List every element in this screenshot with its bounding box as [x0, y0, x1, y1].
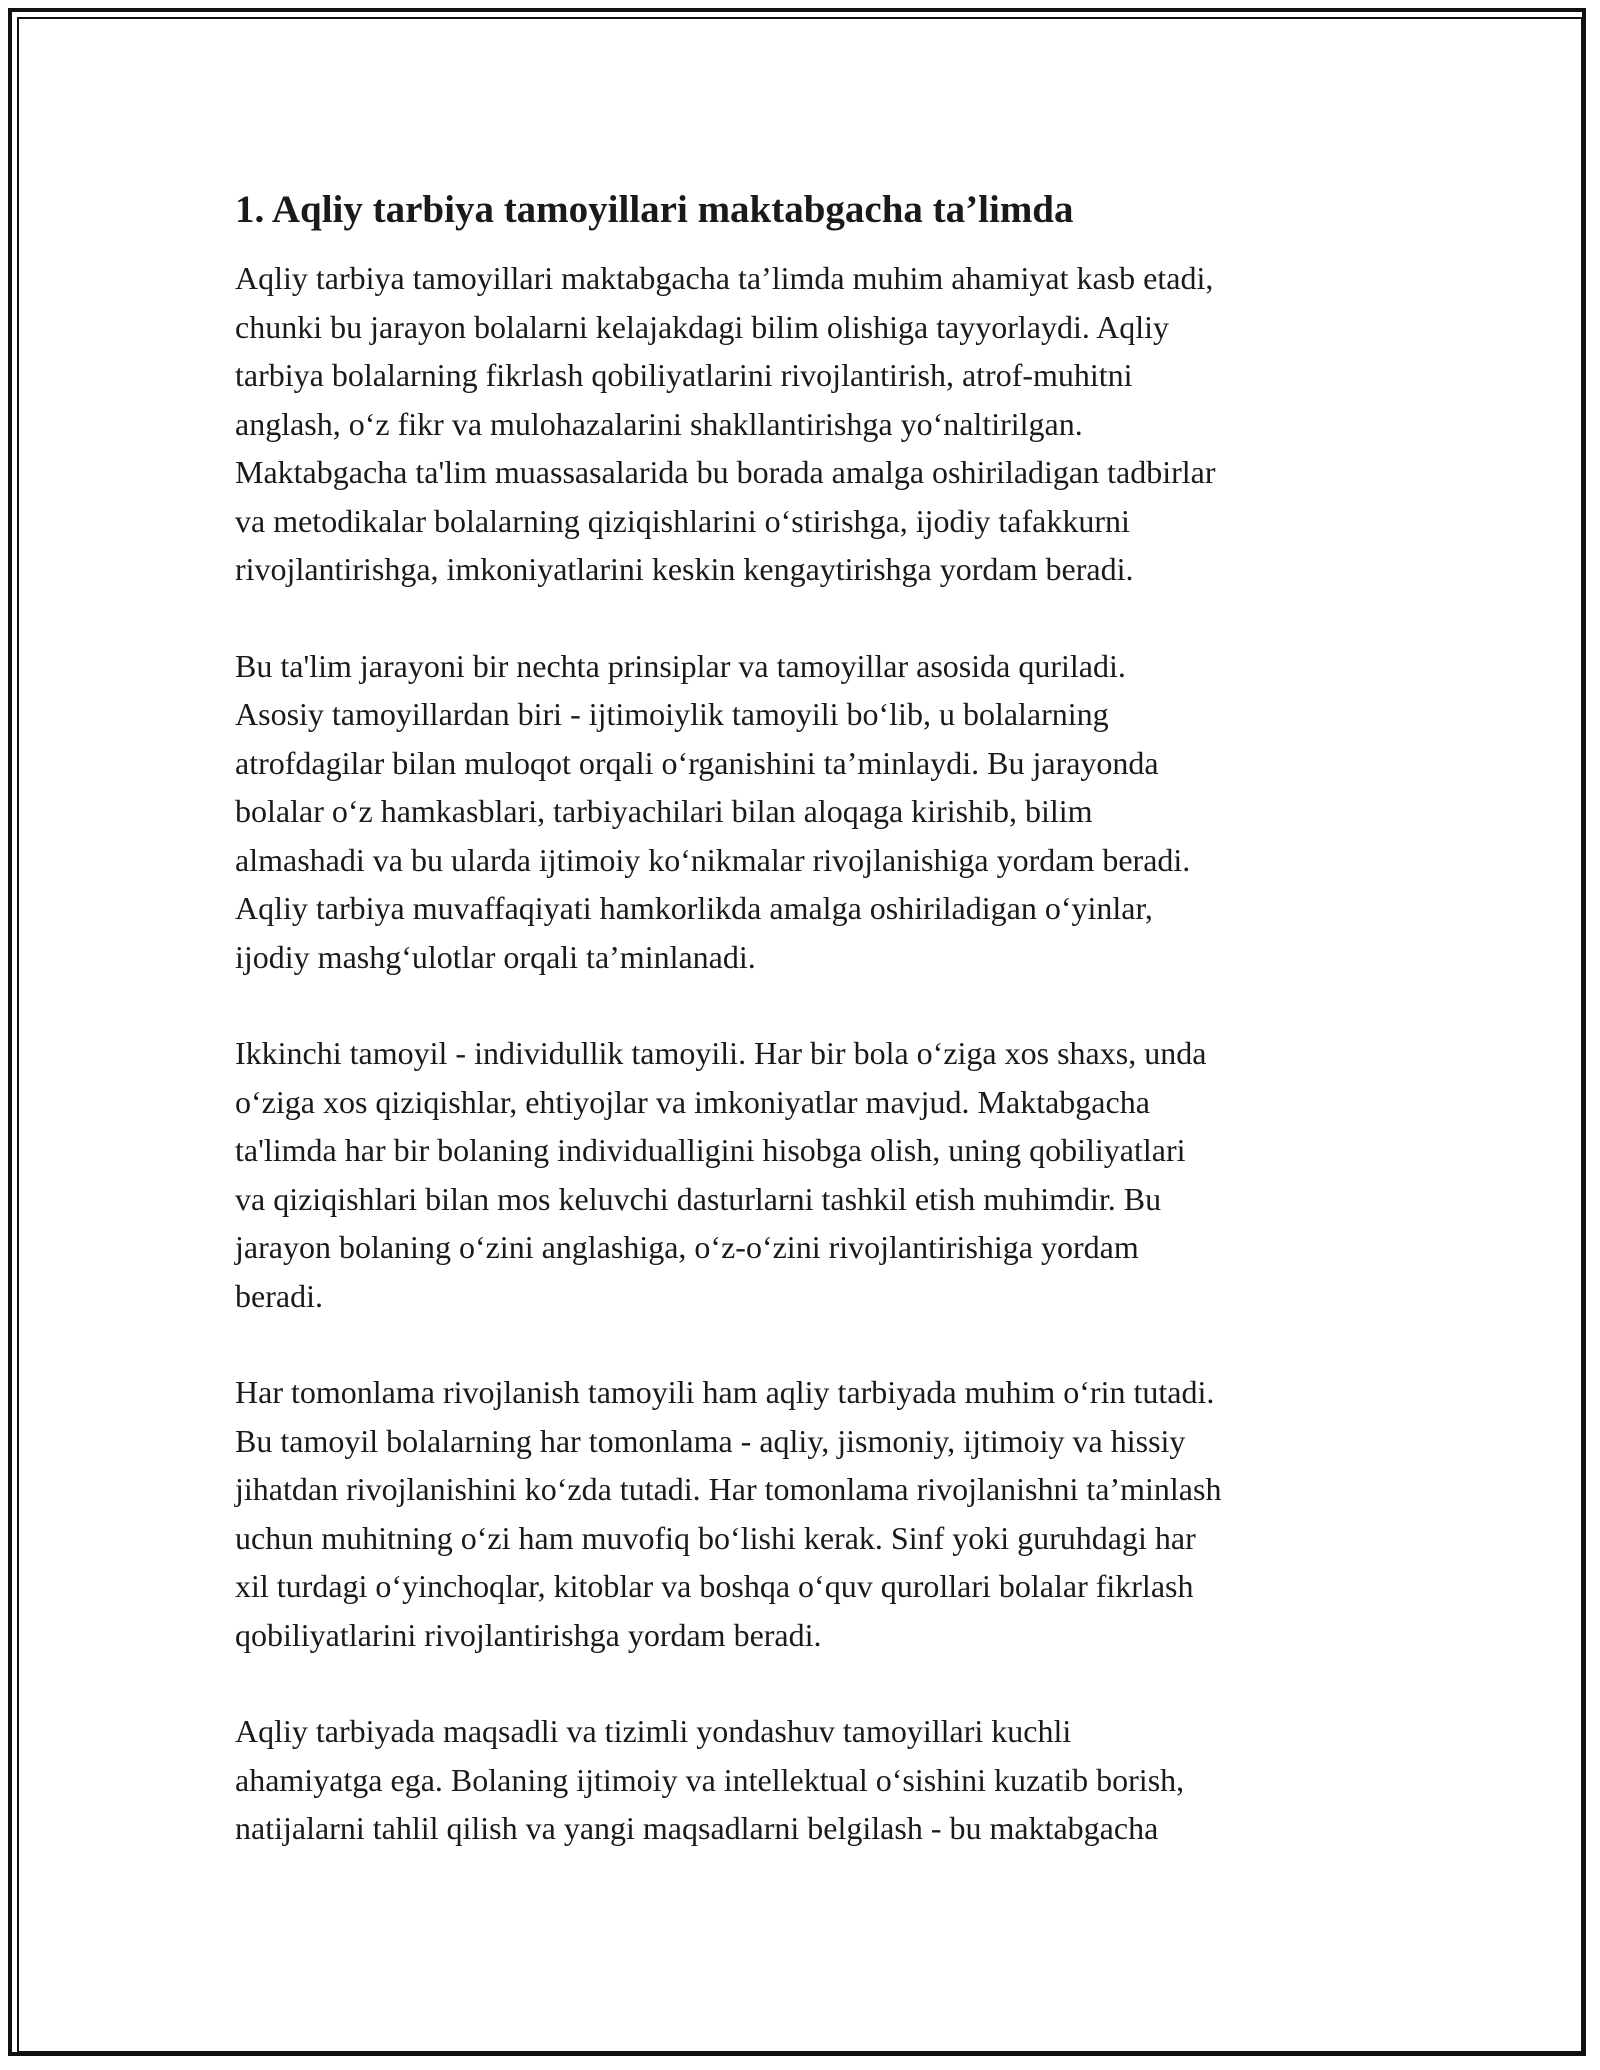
paragraph-line: natijalarni tahlil qilish va yangi maqsadlarni belgilash - bu maktabgacha — [235, 1810, 1159, 1846]
paragraph-line: Aqliy tarbiyada maqsadli va tizimli yondashuv tamoyillari kuchli — [235, 1713, 1072, 1749]
paragraph-3 — [235, 1029, 1375, 1320]
paragraph-line: beradi. — [235, 1277, 323, 1314]
document-body — [235, 185, 1375, 1901]
paragraph-line: Asosiy tamoyillardan biri - ijtimoiylik tamoyili bo‘lib, u bolalarning — [235, 696, 1109, 732]
paragraph-line: almashadi va bu ularda ijtimoiy ko‘nikmalar rivojlanishiga yordam beradi. — [235, 841, 1191, 878]
paragraph-line: atrofdagilar bilan muloqot orqali o‘rganishini ta’minlaydi. Bu jarayonda — [235, 744, 1159, 781]
paragraph-line: jihatdan rivojlanishini ko‘zda tutadi. Har tomonlama rivojlanishni ta’minlash — [235, 1471, 1222, 1507]
section-heading: 1. Aqliy tarbiya tamoyillari maktabgacha ta’limda — [235, 188, 1074, 231]
paragraph-line: uchun muhitning o‘zi ham muvofiq bo‘lishi kerak. Sinf yoki guruhdagi har — [235, 1519, 1196, 1556]
paragraph-line: va metodikalar bolalarning qiziqishlarini o‘stirishga, ijodiy tafakkurni — [235, 502, 1130, 539]
paragraph-line: tarbiya bolalarning fikrlash qobiliyatlarini rivojlantirish, atrof-muhitni — [235, 357, 1133, 393]
paragraph-line: o‘ziga xos qiziqishlar, ehtiyojlar va imkoniyatlar mavjud. Maktabgacha — [235, 1083, 1150, 1120]
paragraph-line: Har tomonlama rivojlanish tamoyili ham aqliy tarbiyada muhim o‘rin tutadi. — [235, 1374, 1215, 1410]
paragraph-line: ahamiyatga ega. Bolaning ijtimoiy va intellektual o‘sishini kuzatib borish, — [235, 1761, 1185, 1798]
paragraph-5 — [235, 1707, 1375, 1853]
paragraph-line: Maktabgacha ta'lim muassasalarida bu borada amalga oshiriladigan tadbirlar — [235, 454, 1216, 490]
paragraph-line: Aqliy tarbiya muvaffaqiyati hamkorlikda amalga oshiriladigan o‘yinlar, — [235, 890, 1153, 926]
paragraph-line: anglash, o‘z fikr va mulohazalarini shakllantirishga yo‘naltirilgan. — [235, 405, 1083, 442]
paragraph-line: jarayon bolaning o‘zini anglashiga, o‘z-o‘zini rivojlantirishiga yordam — [235, 1229, 1139, 1265]
paragraph-line: rivojlantirishga, imkoniyatlarini keskin kengaytirishga yordam beradi. — [235, 551, 1134, 587]
paragraph-4 — [235, 1368, 1375, 1659]
paragraph-1 — [235, 254, 1375, 594]
paragraph-line: Bu tamoyil bolalarning har tomonlama - aqliy, jismoniy, ijtimoiy va hissiy — [235, 1422, 1186, 1459]
paragraph-line: chunki bu jarayon bolalarni kelajakdagi bilim olishiga tayyorlaydi. Aqliy — [235, 308, 1170, 345]
paragraph-line: va qiziqishlari bilan mos keluvchi dasturlarni tashkil etish muhimdir. Bu — [235, 1180, 1162, 1217]
paragraph-line: ijodiy mashg‘ulotlar orqali ta’minlanadi. — [235, 938, 756, 975]
paragraph-line: bolalar o‘z hamkasblari, tarbiyachilari bilan aloqaga kirishib, bilim — [235, 793, 1093, 829]
paragraph-2 — [235, 642, 1375, 982]
paragraph-line: Aqliy tarbiya tamoyillari maktabgacha ta’limda muhim ahamiyat kasb etadi, — [235, 260, 1214, 296]
paragraph-line: ta'limda har bir bolaning individualligini hisobga olish, uning qobiliyatlari — [235, 1132, 1186, 1168]
paragraph-line: Bu ta'lim jarayoni bir nechta prinsiplar va tamoyillar asosida quriladi. — [235, 647, 1126, 684]
paragraph-line: qobiliyatlarini rivojlantirishga yordam beradi. — [235, 1616, 822, 1653]
paragraph-line: Ikkinchi tamoyil - individullik tamoyili. Har bir bola o‘ziga xos shaxs, unda — [235, 1035, 1207, 1071]
paragraph-line: xil turdagi o‘yinchoqlar, kitoblar va boshqa o‘quv qurollari bolalar fikrlash — [235, 1568, 1194, 1604]
